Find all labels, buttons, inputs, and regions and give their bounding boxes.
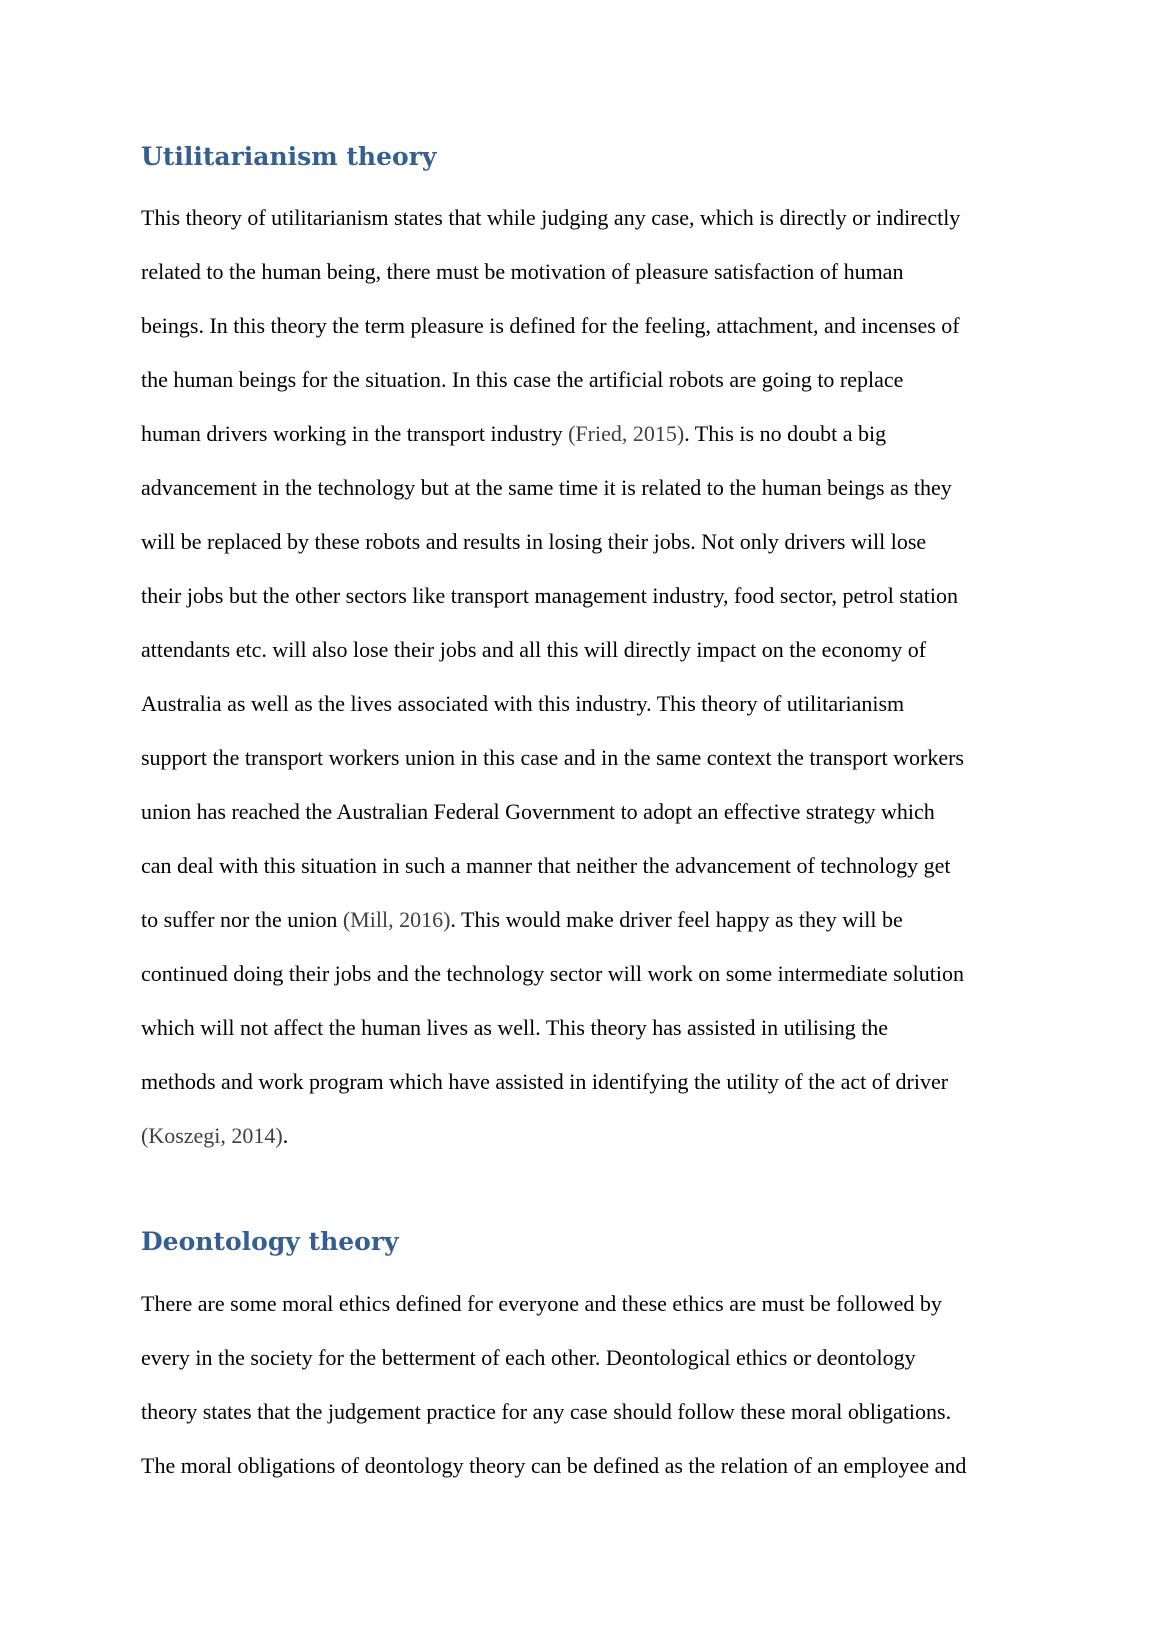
text-line: methods and work program which have assisted in identifying the utility of the act of driver — [141, 1069, 949, 1094]
text-line: which will not affect the human lives as well. This theory has assisted in utilising the — [141, 1015, 889, 1040]
paragraph-deontology — [141, 1291, 1041, 1507]
text-line: can deal with this situation in such a manner that neither the advancement of technology get — [141, 853, 951, 878]
section-heading-utilitarianism: Utilitarianism theory — [141, 142, 437, 171]
text-line: union has reached the Australian Federal Government to adopt an effective strategy which — [141, 799, 935, 824]
paragraph-utilitarianism — [141, 205, 1041, 1177]
text-line: advancement in the technology but at the same time it is related to the human beings as they — [141, 475, 952, 500]
citation-koszegi-2014: (Koszegi, 2014) — [141, 1123, 283, 1148]
text-line: the human beings for the situation. In this case the artificial robots are going to replace — [141, 367, 904, 392]
text-line: related to the human being, there must be motivation of pleasure satisfaction of human — [141, 259, 904, 284]
text-line: will be replaced by these robots and results in losing their jobs. Not only drivers will lose — [141, 529, 927, 554]
text-line: support the transport workers union in this case and in the same context the transport workers — [141, 745, 964, 770]
text-line: their jobs but the other sectors like transport management industry, food sector, petrol station — [141, 583, 958, 608]
text-line: There are some moral ethics defined for everyone and these ethics are must be followed by — [141, 1291, 942, 1316]
text-line: theory states that the judgement practice for any case should follow these moral obligations. — [141, 1399, 952, 1424]
text-line: (Koszegi, 2014). — [141, 1123, 289, 1148]
citation-fried-2015: (Fried, 2015) — [568, 421, 685, 446]
text-line: to suffer nor the union (Mill, 2016). This would make driver feel happy as they will be — [141, 907, 903, 932]
section-heading-deontology: Deontology theory — [141, 1227, 399, 1256]
text-line: beings. In this theory the term pleasure is defined for the feeling, attachment, and incenses of — [141, 313, 960, 338]
text-line: This theory of utilitarianism states that while judging any case, which is directly or indirectly — [141, 205, 961, 230]
citation-mill-2016: (Mill, 2016) — [342, 907, 451, 932]
text-line: Australia as well as the lives associated with this industry. This theory of utilitarianism — [141, 691, 905, 716]
text-line: every in the society for the betterment of each other. Deontological ethics or deontology — [141, 1345, 916, 1370]
text-line: The moral obligations of deontology theory can be defined as the relation of an employee and — [141, 1453, 967, 1478]
text-line: human drivers working in the transport industry (Fried, 2015). This is no doubt a big — [141, 421, 887, 446]
text-line: attendants etc. will also lose their jobs and all this will directly impact on the economy of — [141, 637, 927, 662]
text-line: continued doing their jobs and the technology sector will work on some intermediate solution — [141, 961, 965, 986]
